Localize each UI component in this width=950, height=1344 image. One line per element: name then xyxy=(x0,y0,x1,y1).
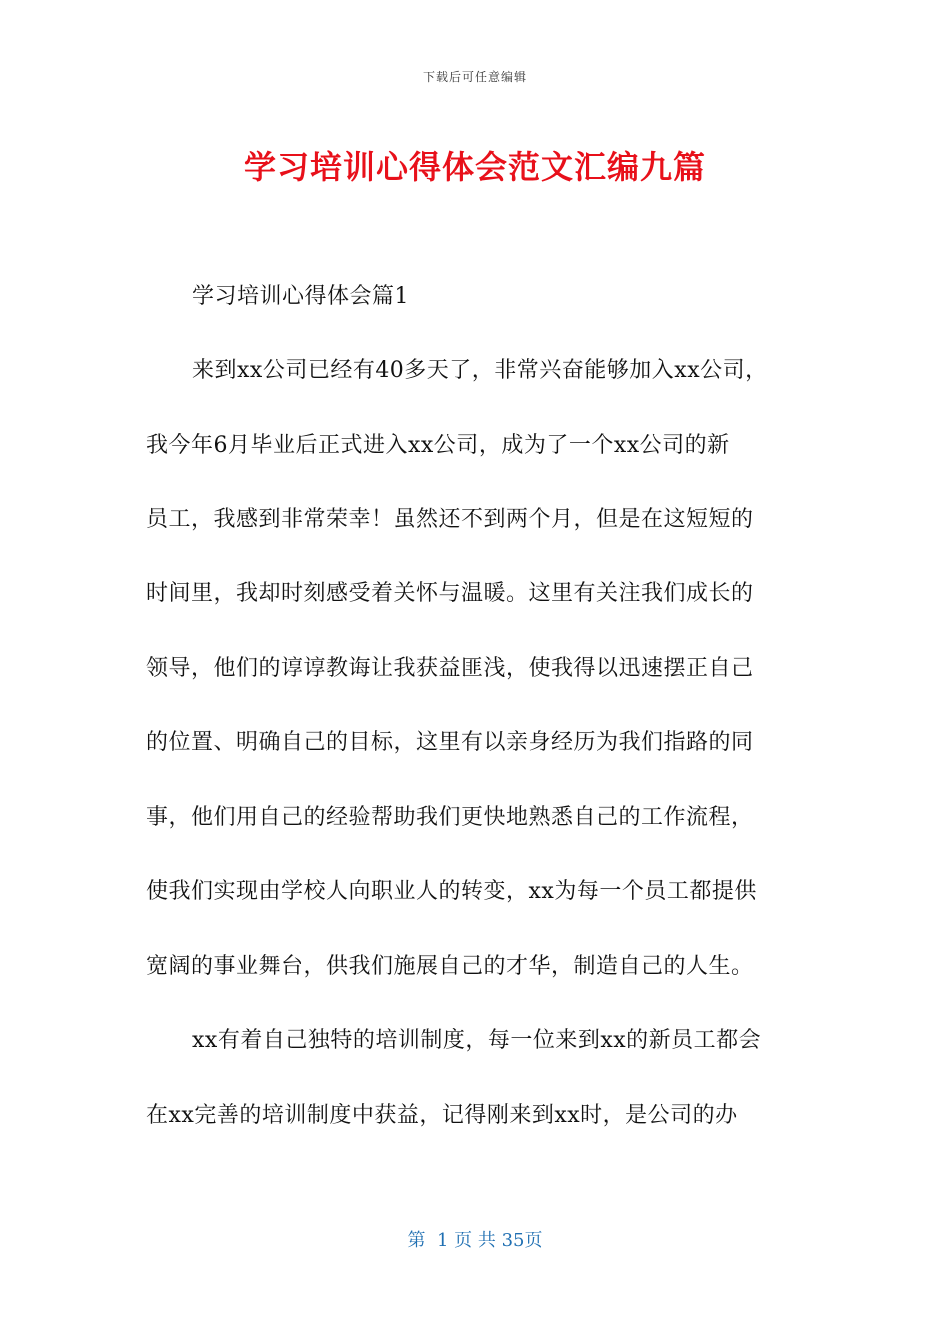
paragraph-line: 使我们实现由学校人向职业人的转变，xx为每一个员工都提供 xyxy=(146,879,757,904)
paragraph-line: 来到xx公司已经有40多天了，非常兴奋能够加入xx公司， xyxy=(192,358,768,383)
paragraph-line: 时间里，我却时刻感受着关怀与温暖。这里有关注我们成长的 xyxy=(146,581,754,606)
paragraph-line: 的位置、明确自己的目标，这里有以亲身经历为我们指路的同 xyxy=(146,730,754,755)
paragraph-line: 宽阔的事业舞台，供我们施展自己的才华，制造自己的人生。 xyxy=(146,954,754,979)
paragraph-line: 领导，他们的谆谆教诲让我获益匪浅，使我得以迅速摆正自己 xyxy=(146,656,754,681)
paragraph-line: 我今年6月毕业后正式进入xx公司，成为了一个xx公司的新 xyxy=(146,433,730,458)
section-heading: 学习培训心得体会篇1 xyxy=(192,284,409,309)
paragraph-line: xx有着自己独特的培训制度，每一位来到xx的新员工都会 xyxy=(192,1028,762,1053)
header-note: 下载后可任意编辑 xyxy=(422,70,527,84)
paragraph-line: 在xx完善的培训制度中获益，记得刚来到xx时，是公司的办 xyxy=(146,1103,738,1128)
document-title: 学习培训心得体会范文汇编九篇 xyxy=(243,148,706,186)
paragraph-line: 员工，我感到非常荣幸！虽然还不到两个月，但是在这短短的 xyxy=(146,507,754,532)
page-number-footer: 第 1 页 共 35页 xyxy=(407,1230,543,1251)
paragraph-line: 事，他们用自己的经验帮助我们更快地熟悉自己的工作流程， xyxy=(146,805,754,830)
